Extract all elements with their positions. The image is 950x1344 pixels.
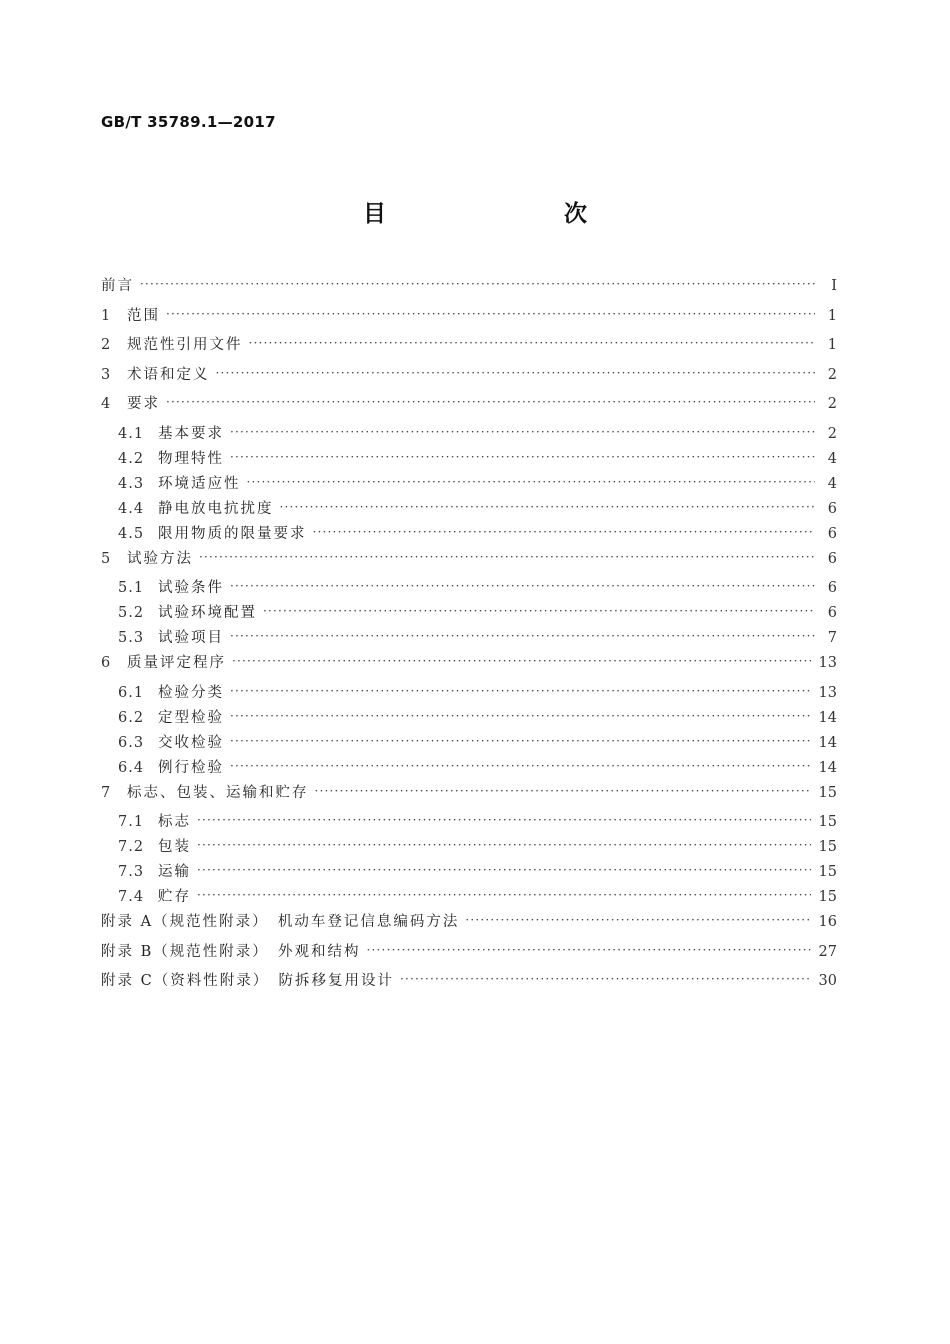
toc-entry[interactable] [101,304,837,334]
toc-entry[interactable] [101,910,837,940]
toc-entry[interactable] [101,860,837,885]
toc-entry-page: 15 [818,814,837,830]
toc-entry-number: 4.4 [118,500,145,517]
standard-code: GB/T 35789.1—2017 [101,113,276,131]
toc-entry-label: 交收检验 [158,734,224,751]
toc-entry-page: 15 [818,839,837,855]
table-of-contents [101,274,837,999]
dot-leader [249,336,816,350]
toc-entry-label: 要求 [127,396,160,412]
toc-entry-label: 环境适应性 [158,475,241,492]
toc-entry-label: 定型检验 [158,709,224,726]
dot-leader [280,500,816,514]
toc-entry[interactable] [101,601,837,626]
toc-entry-label: 质量评定程序 [127,655,226,671]
toc-entry-number: 5.2 [118,605,145,621]
toc-entry-label: 术语和定义 [127,366,210,383]
toc-entry-label: 基本要求 [158,425,224,442]
toc-entry[interactable] [101,810,837,835]
toc-entry-number: 3 [101,366,112,383]
toc-entry-label: 前言 [101,278,134,294]
toc-entry[interactable] [101,333,837,363]
toc-entry-number: 7.1 [118,814,145,830]
toc-entry-number: 6.1 [118,684,145,701]
toc-entry-number: 4.1 [118,425,145,442]
dot-leader [230,579,815,593]
dot-leader [197,888,811,902]
dot-leader [230,425,815,439]
toc-entry[interactable] [101,547,837,577]
toc-entry-number: 6.4 [118,759,145,776]
toc-entry-number: 1 [101,307,112,324]
toc-entry-label: 包装 [158,839,191,855]
toc-entry[interactable] [101,422,837,447]
toc-entry[interactable] [101,756,837,781]
toc-entry-label: 标志、包装、运输和贮存 [127,784,309,801]
toc-entry-page: 14 [818,759,837,776]
toc-entry-page: 4 [827,475,837,492]
dot-leader [230,450,815,464]
dot-leader [140,277,815,291]
toc-entry-page: 30 [818,973,837,989]
toc-entry-number: 4 [101,396,112,412]
toc-entry-page: 7 [827,630,837,646]
toc-entry-number: 2 [101,337,112,353]
toc-entry-page: 14 [818,734,837,751]
toc-entry-label: 试验方法 [127,550,193,567]
dot-leader [400,972,811,986]
toc-entry[interactable] [101,706,837,731]
toc-entry-page: 2 [827,366,837,383]
dot-leader [197,838,811,852]
toc-entry[interactable] [101,681,837,706]
page-title: 目 次 [363,201,631,227]
toc-entry-label: 运输 [158,864,191,880]
toc-entry-number: 7.2 [118,839,145,855]
dot-leader [230,629,815,643]
dot-leader [199,550,815,564]
dot-leader [197,863,811,877]
toc-entry[interactable] [101,274,837,304]
toc-entry-label: 检验分类 [158,684,224,701]
toc-entry-label: 附录 A（规范性附录） 机动车登记信息编码方法 [101,914,460,930]
toc-entry-number: 7.3 [118,864,145,880]
toc-entry-page: Ⅰ [831,278,837,294]
toc-entry-label: 附录 C（资料性附录） 防拆移复用设计 [101,973,394,989]
dot-leader [230,709,811,723]
dot-leader [247,475,816,489]
toc-entry[interactable] [101,940,837,970]
toc-entry-page: 13 [818,655,837,671]
toc-entry-number: 4.3 [118,475,145,492]
toc-entry[interactable] [101,651,837,681]
dot-leader [315,784,811,798]
toc-entry[interactable] [101,885,837,910]
toc-entry-number: 7.4 [118,889,145,905]
toc-entry[interactable] [101,835,837,860]
dot-leader [230,684,811,698]
toc-entry-number: 5.3 [118,630,145,646]
dot-leader [230,759,811,773]
toc-entry[interactable] [101,969,837,999]
toc-entry-label: 标志 [158,814,191,830]
toc-entry-page: 4 [827,450,837,467]
dot-leader [216,366,816,380]
toc-entry-number: 4.2 [118,450,145,467]
toc-entry-page: 15 [818,784,837,801]
toc-entry-label: 静电放电抗扰度 [158,500,274,517]
toc-entry[interactable] [101,626,837,651]
toc-entry-label: 试验项目 [158,630,224,646]
toc-entry-number: 5.1 [118,580,145,596]
toc-entry-page: 15 [818,889,837,905]
toc-entry[interactable] [101,363,837,393]
dot-leader [166,307,815,321]
toc-entry[interactable] [101,497,837,522]
toc-entry[interactable] [101,576,837,601]
toc-entry-page: 6 [827,605,837,621]
dot-leader [465,913,810,927]
toc-entry-page: 1 [827,337,837,353]
toc-entry-page: 1 [827,307,837,324]
toc-entry-page: 15 [818,864,837,880]
toc-entry-number: 6.3 [118,734,145,751]
toc-entry-page: 2 [827,396,837,412]
toc-entry-label: 贮存 [158,889,191,905]
toc-entry-label: 限用物质的限量要求 [158,525,307,542]
dot-leader [166,395,815,409]
toc-entry[interactable] [101,522,837,547]
toc-entry-page: 27 [818,943,837,960]
toc-entry-number: 4.5 [118,525,145,542]
toc-entry-label: 范围 [127,307,160,324]
toc-entry[interactable] [101,781,837,811]
toc-entry-number: 6.2 [118,709,145,726]
toc-entry-page: 6 [827,500,837,517]
toc-entry-page: 16 [818,914,837,930]
toc-entry[interactable] [101,472,837,497]
toc-entry-page: 6 [827,525,837,542]
dot-leader [263,604,815,618]
toc-entry-page: 13 [818,684,837,701]
toc-entry[interactable] [101,392,837,422]
toc-entry-label: 试验条件 [158,580,224,596]
toc-entry-label: 规范性引用文件 [127,337,243,353]
toc-entry-label: 试验环境配置 [158,605,257,621]
toc-entry-page: 6 [827,550,837,567]
toc-entry[interactable] [101,731,837,756]
toc-entry-number: 5 [101,550,112,567]
dot-leader [232,654,811,668]
dot-leader [313,525,816,539]
toc-entry-number: 6 [101,655,112,671]
toc-entry-page: 6 [827,580,837,596]
dot-leader [367,943,811,957]
dot-leader [197,813,811,827]
toc-entry-label: 例行检验 [158,759,224,776]
toc-entry-number: 7 [101,784,112,801]
toc-entry-label: 附录 B（规范性附录） 外观和结构 [101,943,361,960]
dot-leader [230,734,811,748]
toc-entry-label: 物理特性 [158,450,224,467]
toc-entry-page: 14 [818,709,837,726]
toc-entry-page: 2 [827,425,837,442]
toc-entry[interactable] [101,447,837,472]
